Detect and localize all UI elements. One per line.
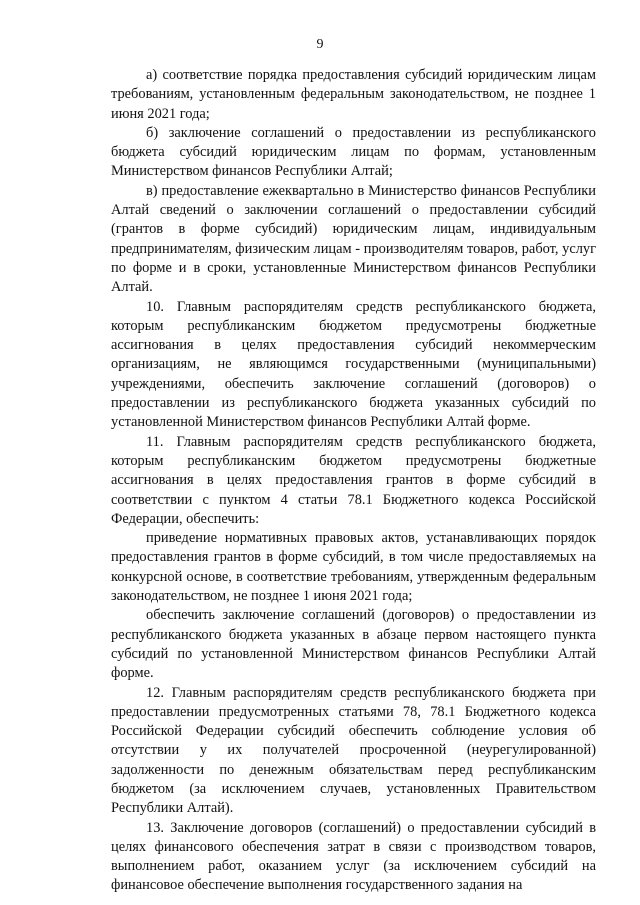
paragraph-11-item-2: обеспечить заключение соглашений (договоров) о предоставлении из республиканского бюджета указанных в абзаце первом настоящего пункта субсидий по установленной Министерством финансов Республики Алтай форме. — [111, 607, 596, 682]
paragraph-a: а) соответствие порядка предоставления субсидий юридическим лицам требованиям, установленным федеральным законодательством, не позднее 1 июня 2021 года; — [111, 67, 596, 122]
paragraph-10: 10. Главным распорядителям средств республиканского бюджета, которым республиканским бюджетом предусмотрены бюджетные ассигнования в целях предоставления субсидий некоммерческим организациям, не являющимся государственными (муниципальными) учреждениями, обеспечить заключение соглашений (договоров) о предоставлении из республиканского бюджета указанных субсидий по установленной Министерством финансов Республики Алтай форме. — [111, 298, 596, 431]
paragraph-b: б) заключение соглашений о предоставлении из республиканского бюджета субсидий юридическим лицам по формам, установленным Министерством финансов Республики Алтай; — [111, 124, 596, 180]
paragraph-11: 11. Главным распорядителям средств республиканского бюджета, которым республиканским бюджетом предусмотрены бюджетные ассигнования в целях предоставления грантов в форме субсидий в соответствии с пунктом 4 статьи 78.1 Бюджетного кодекса Российской Федерации, обеспечить: — [111, 433, 596, 527]
paragraph-12: 12. Главным распорядителям средств республиканского бюджета при предоставлении предусмотренных статьями 78, 78.1 Бюджетного кодекса Российской Федерации субсидий обеспечить соблюдение условия об отсутствии у их получателей просроченной (неурегулированной) задолженности по денежным обязательствам перед республиканским бюджетом (за исключением случаев, установленных Правительством Республики Алтай). — [111, 684, 596, 817]
document-body — [111, 66, 596, 896]
paragraph-11-item-1: приведение нормативных правовых актов, устанавливающих порядок предоставления грантов в форме субсидий, в том числе предоставляемых на конкурсной основе, в соответствие требованиям, утвержденным федеральным законодательством, не позднее 1 июня 2021 года; — [111, 530, 596, 605]
page-number: 9 — [316, 37, 324, 52]
paragraph-13: 13. Заключение договоров (соглашений) о предоставлении субсидий в целях финансового обеспечения затрат в связи с производством товаров, выполнением работ, оказанием услуг (за исключением субсидий на финансовое обеспечение выполнения государственного задания на — [111, 819, 596, 894]
paragraph-v: в) предоставление ежеквартально в Министерство финансов Республики Алтай сведений о заключении соглашений о предоставлении субсидий (грантов в форме субсидий) юридическим лицам, индивидуальным предпринимателям, физическим лицам - производителям товаров, работ, услуг по форме и в сроки, установленные Министерством финансов Республики Алтай. — [111, 182, 596, 296]
